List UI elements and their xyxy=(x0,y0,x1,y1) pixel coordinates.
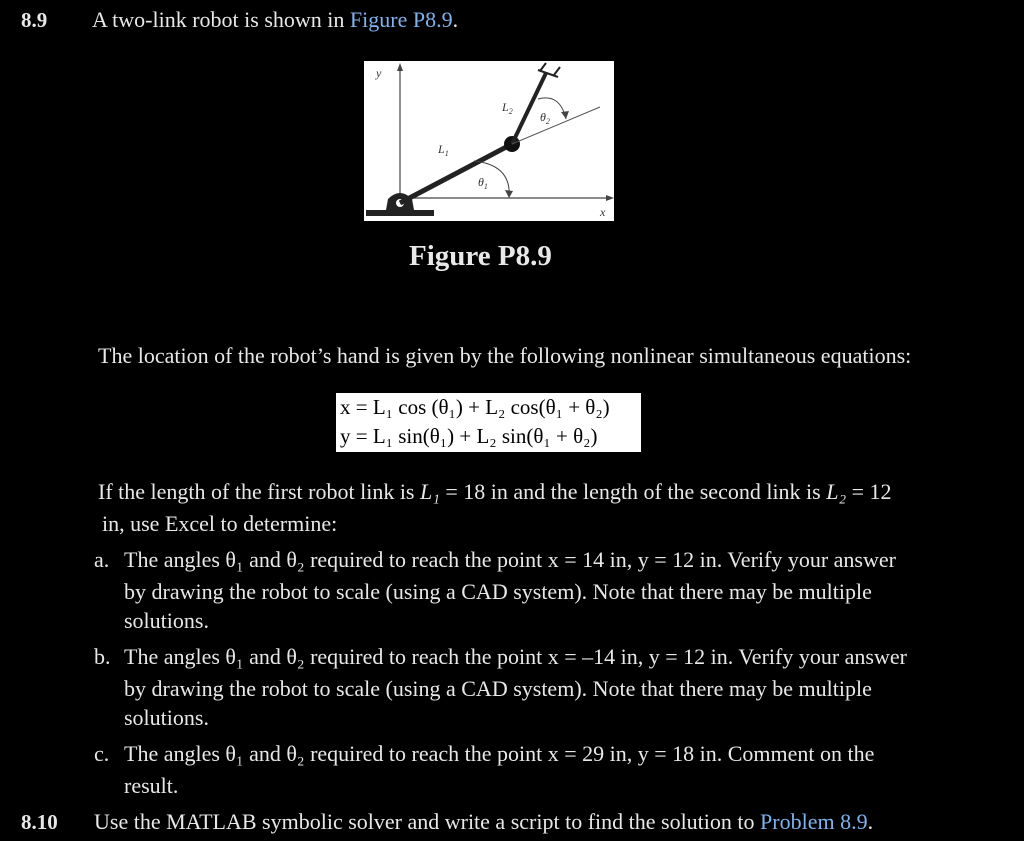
robot-figure xyxy=(364,61,614,221)
equation-y: y = L₁ sin(θ₁) + L₂ sin(θ₁ + θ₂) xyxy=(340,424,598,448)
item-c-line2: result. xyxy=(124,773,179,798)
length-l2: L₂ xyxy=(826,479,847,504)
problem-8-10-text xyxy=(94,807,873,837)
theta2-label: $\theta_2$ xyxy=(540,110,550,126)
ground-base xyxy=(366,210,434,216)
link-1 xyxy=(400,144,512,203)
problem-8-9-link[interactable]: Problem 8.9 xyxy=(760,809,868,834)
l1-label: $L_1$ xyxy=(438,142,449,158)
intro-period: . xyxy=(452,7,459,32)
problem-number-8-10: 8.10 xyxy=(21,810,58,834)
figure-caption: Figure P8.9 xyxy=(409,240,552,272)
length-l1: L₁ xyxy=(420,479,440,504)
item-a-letter: a. xyxy=(94,547,110,572)
theta1-arrow xyxy=(505,190,513,198)
gripper-finger-1 xyxy=(540,63,546,71)
item-b-letter: b. xyxy=(94,644,111,669)
length-paragraph-line2: in, use Excel to determine: xyxy=(102,511,338,536)
item-c-letter: c. xyxy=(94,741,110,766)
theta2-arrow xyxy=(561,111,569,119)
y-axis-arrow xyxy=(397,63,403,71)
x-axis-arrow xyxy=(606,195,614,201)
x-label: x xyxy=(600,205,606,219)
equations-box xyxy=(336,393,641,452)
item-b-line1: The angles θ₁ and θ₂ required to reach the point x = –14 in, y = 12 in. Verify your answer xyxy=(124,644,907,669)
item-b-line3: solutions. xyxy=(124,705,209,730)
length-text-3: = 12 xyxy=(846,479,892,504)
equation-x: x = L₁ cos (θ₁) + L₂ cos(θ₁ + θ₂) xyxy=(340,395,610,419)
item-b-line2: by drawing the robot to scale (using a CAD system). Note that there may be multiple xyxy=(124,676,872,701)
item-a-line3: solutions. xyxy=(124,608,209,633)
problem-8-9-intro xyxy=(92,5,458,35)
item-a-line2: by drawing the robot to scale (using a CAD system). Note that there may be multiple xyxy=(124,579,872,604)
y-label: y xyxy=(376,66,382,80)
item-c-line1: The angles θ₁ and θ₂ required to reach the point x = 29 in, y = 18 in. Comment on the xyxy=(124,741,875,766)
length-text-2: = 18 in and the length of the second link is xyxy=(439,479,827,504)
item-a-line1: The angles θ₁ and θ₂ required to reach the point x = 14 in, y = 12 in. Verify your answer xyxy=(124,547,896,572)
problem-number-8-9: 8.9 xyxy=(21,8,48,32)
theta1-label: $\theta_1$ xyxy=(478,175,488,191)
l2-label: $L_2$ xyxy=(502,100,513,116)
intro-text: A two-link robot is shown in xyxy=(92,7,350,32)
problem-8-10-body: Use the MATLAB symbolic solver and write a script to find the solution to xyxy=(94,809,761,834)
length-text-1: If the length of the first robot link is xyxy=(98,479,420,504)
location-paragraph: The location of the robot’s hand is given by the following nonlinear simultaneous equations: xyxy=(98,343,912,368)
link-2 xyxy=(512,73,546,144)
robot-diagram xyxy=(364,61,614,221)
problem-8-10-period: . xyxy=(867,809,874,834)
figure-p8-9-link[interactable]: Figure P8.9 xyxy=(349,7,453,32)
gripper-finger-2 xyxy=(554,67,560,75)
length-paragraph-line1 xyxy=(98,477,892,507)
